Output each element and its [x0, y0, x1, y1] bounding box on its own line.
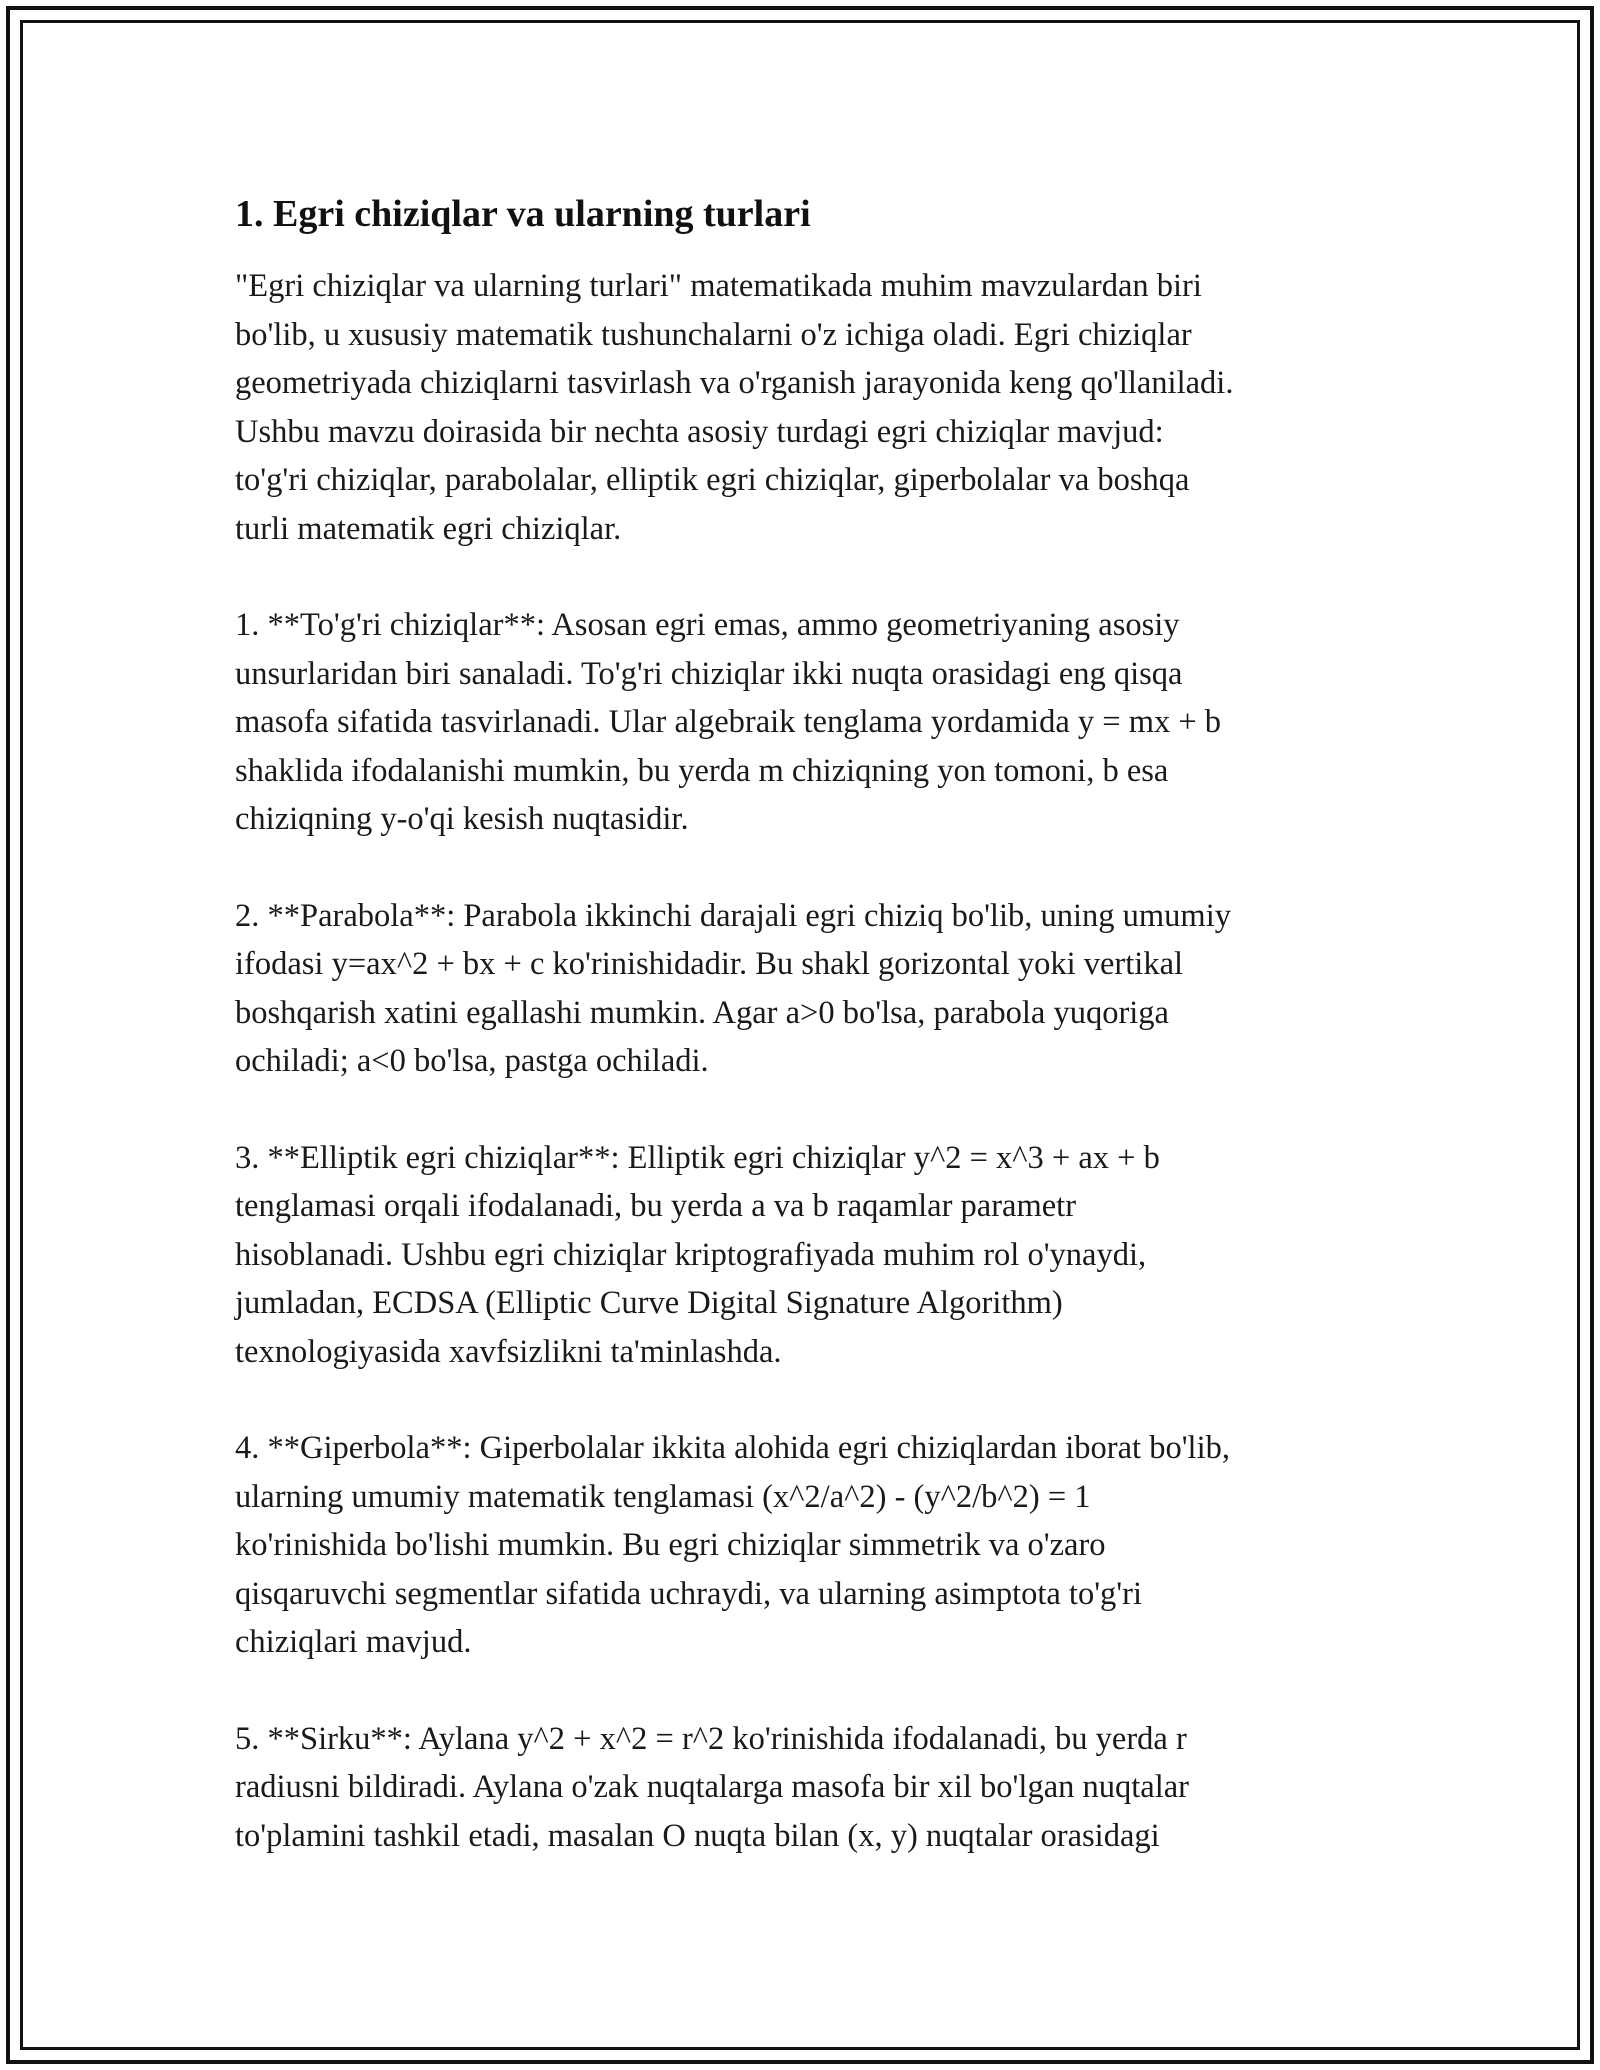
text-line: bo'lib, u xususiy matematik tushunchalarni o'z ichiga oladi. Egri chiziqlar: [235, 316, 1192, 353]
text-line: 1. **To'g'ri chiziqlar**: Asosan egri emas, ammo geometriyaning asosiy: [235, 607, 1180, 643]
text-line: geometriyada chiziqlarni tasvirlash va o'rganish jarayonida keng qo'llaniladi.: [235, 365, 1234, 401]
text-line: to'g'ri chiziqlar, parabolalar, elliptik egri chiziqlar, giperbolalar va boshqa: [235, 462, 1190, 498]
circle-paragraph: [235, 1715, 1375, 1861]
text-line: chiziqlari mavjud.: [235, 1624, 472, 1660]
text-line: masofa sifatida tasvirlanadi. Ular algebraik tenglama yordamida y = mx + b: [235, 704, 1222, 740]
text-line: texnologiyasida xavfsizlikni ta'minlashda.: [235, 1333, 782, 1370]
hyperbola-paragraph: [235, 1424, 1375, 1667]
text-line: ularning umumiy matematik tenglamasi (x^2/a^2) - (y^2/b^2) = 1: [235, 1478, 1091, 1515]
text-line: to'plamini tashkil etadi, masalan O nuqta bilan (x, y) nuqtalar orasidagi: [235, 1817, 1160, 1854]
text-line: boshqarish xatini egallashi mumkin. Agar a>0 bo'lsa, parabola yuqoriga: [235, 994, 1169, 1031]
text-line: radiusni bildiradi. Aylana o'zak nuqtalarga masofa bir xil bo'lgan nuqtalar: [235, 1769, 1189, 1805]
elliptic-curves-paragraph: [235, 1134, 1375, 1377]
text-line: chiziqning y-o'qi kesish nuqtasidir.: [235, 801, 689, 837]
document-body: [235, 188, 1375, 1908]
text-line: ko'rinishida bo'lishi mumkin. Bu egri chiziqlar simmetrik va o'zaro: [235, 1527, 1106, 1563]
text-line: qisqaruvchi segmentlar sifatida uchraydi, va ularning asimptota to'g'ri: [235, 1575, 1143, 1612]
text-line: jumladan, ECDSA (Elliptic Curve Digital Signature Algorithm): [235, 1285, 1063, 1321]
text-line: turli matematik egri chiziqlar.: [235, 510, 622, 547]
text-line: 4. **Giperbola**: Giperbolalar ikkita alohida egri chiziqlardan iborat bo'lib,: [235, 1430, 1230, 1466]
text-line: ifodasi y=ax^2 + bx + c ko'rinishidadir. Bu shakl gorizontal yoki vertikal: [235, 946, 1184, 982]
page-title: 1. Egri chiziqlar va ularning turlari: [235, 193, 811, 235]
text-line: tenglamasi orqali ifodalanadi, bu yerda a va b raqamlar parametr: [235, 1188, 1077, 1224]
text-line: 2. **Parabola**: Parabola ikkinchi darajali egri chiziq bo'lib, uning umumiy: [235, 897, 1231, 934]
text-line: Ushbu mavzu doirasida bir nechta asosiy turdagi egri chiziqlar mavjud:: [235, 413, 1164, 450]
text-line: hisoblanadi. Ushbu egri chiziqlar kriptografiyada muhim rol o'ynaydi,: [235, 1236, 1147, 1273]
text-line: 5. **Sirku**: Aylana y^2 + x^2 = r^2 ko'rinishida ifodalanadi, bu yerda r: [235, 1720, 1187, 1757]
parabola-paragraph: [235, 892, 1375, 1086]
straight-lines-paragraph: [235, 601, 1375, 844]
text-line: shaklida ifodalanishi mumkin, bu yerda m chiziqning yon tomoni, b esa: [235, 752, 1169, 789]
text-line: "Egri chiziqlar va ularning turlari" matematikada muhim mavzulardan biri: [235, 268, 1202, 304]
text-line: ochiladi; a<0 bo'lsa, pastga ochiladi.: [235, 1043, 709, 1079]
intro-paragraph: [235, 262, 1375, 553]
text-line: unsurlaridan biri sanaladi. To'g'ri chiziqlar ikki nuqta orasidagi eng qisqa: [235, 655, 1183, 692]
text-line: 3. **Elliptik egri chiziqlar**: Elliptik egri chiziqlar y^2 = x^3 + ax + b: [235, 1139, 1160, 1176]
